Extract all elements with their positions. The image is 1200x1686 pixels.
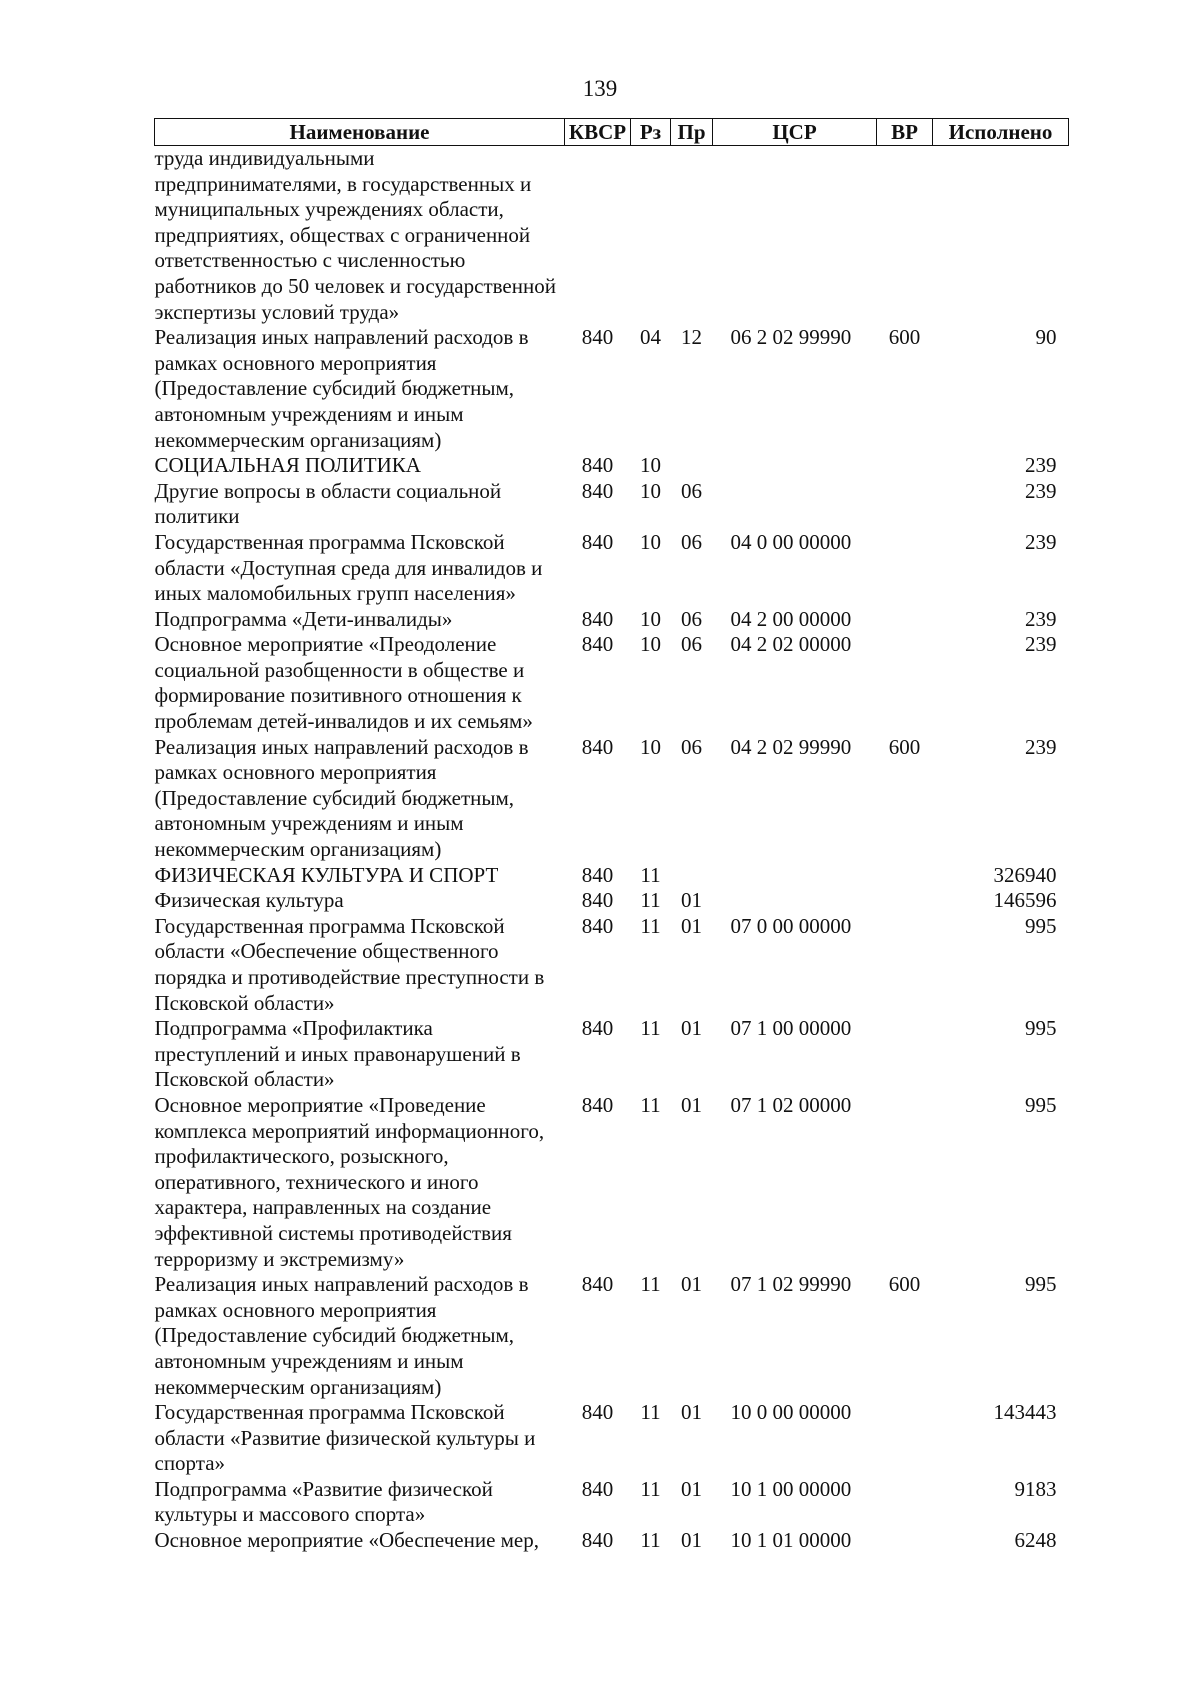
cell-sum: 995 [1025, 1272, 1057, 1297]
cell-vr: 600 [888, 734, 921, 759]
cell-name: Подпрограмма «Развитие физической культуры и массового спорта» [154, 1476, 493, 1527]
cell-vr [877, 1477, 933, 1528]
table-row [155, 453, 1069, 479]
cell-csr: 07 1 02 99990 [730, 1272, 852, 1297]
cell-rz: 10 [640, 453, 661, 478]
table-row [155, 1528, 1069, 1554]
table-row [155, 1016, 1069, 1093]
cell-vr [877, 479, 933, 530]
cell-rz: 11 [640, 1528, 661, 1553]
cell-name: Государственная программа Псковской области «Развитие физической культуры и спорта» [154, 1400, 536, 1476]
cell-pr: 06 [681, 478, 702, 503]
cell-pr: 01 [681, 1400, 702, 1425]
cell-csr [713, 863, 877, 889]
cell-vr [877, 1093, 933, 1272]
cell-pr: 12 [681, 325, 702, 350]
cell-vr [877, 453, 933, 479]
cell-kvsr: 840 [581, 1092, 614, 1117]
cell-sum: 239 [1025, 632, 1057, 657]
cell-vr: 600 [888, 325, 921, 350]
cell-kvsr: 840 [581, 529, 614, 554]
table-row [155, 863, 1069, 889]
table-row [155, 1093, 1069, 1272]
cell-csr [713, 888, 877, 914]
cell-sum: 239 [1025, 453, 1057, 478]
cell-csr: 04 2 02 99990 [730, 734, 852, 759]
cell-sum [933, 146, 1069, 326]
cell-vr: 600 [888, 1272, 921, 1297]
cell-vr [877, 632, 933, 734]
cell-sum: 239 [1025, 478, 1057, 503]
cell-kvsr: 840 [581, 734, 614, 759]
cell-rz: 11 [640, 888, 661, 913]
cell-csr: 06 2 02 99990 [730, 325, 852, 350]
cell-csr: 10 1 00 00000 [730, 1476, 852, 1501]
cell-vr [877, 1528, 933, 1554]
cell-kvsr: 840 [581, 606, 614, 631]
table-row [155, 1272, 1069, 1400]
cell-vr [877, 863, 933, 889]
cell-rz: 10 [640, 734, 661, 759]
header-name: Наименование [155, 119, 565, 146]
cell-sum: 326940 [993, 862, 1057, 887]
table-body [155, 146, 1069, 1554]
cell-pr: 01 [681, 1272, 702, 1297]
header-rz: Рз [631, 119, 671, 146]
cell-pr [671, 863, 713, 889]
cell-sum: 9183 [1014, 1476, 1057, 1501]
cell-pr: 01 [681, 888, 702, 913]
cell-sum: 146596 [993, 888, 1057, 913]
cell-kvsr: 840 [581, 862, 614, 887]
cell-kvsr [565, 146, 631, 326]
table-row [155, 1477, 1069, 1528]
cell-rz: 11 [640, 1016, 661, 1041]
table-row [155, 607, 1069, 633]
cell-name: Реализация иных направлений расходов в рамках основного мероприятия (Предоставление субсидий бюджетным, автономным учреждениям и иным некоммерческим организациям) [154, 1272, 529, 1399]
cell-rz: 11 [640, 1272, 661, 1297]
cell-name: Государственная программа Псковской области «Доступная среда для инвалидов и иных маломобильных групп населения» [154, 529, 543, 606]
cell-pr: 06 [681, 529, 702, 554]
cell-csr: 04 0 00 00000 [730, 529, 852, 554]
cell-rz: 11 [640, 913, 661, 938]
cell-kvsr: 840 [581, 1272, 614, 1297]
cell-name: Государственная программа Псковской области «Обеспечение общественного порядка и противодействие преступности в Псковской области» [154, 913, 545, 1015]
cell-pr [671, 453, 713, 479]
cell-kvsr: 840 [581, 632, 614, 657]
cell-name: Основное мероприятие «Обеспечение мер, [154, 1528, 540, 1553]
cell-sum: 995 [1025, 1016, 1057, 1041]
cell-name: Реализация иных направлений расходов в рамках основного мероприятия (Предоставление субсидий бюджетным, автономным учреждениям и иным некоммерческим организациям) [154, 325, 529, 452]
cell-pr [671, 146, 713, 326]
cell-kvsr: 840 [581, 478, 614, 503]
cell-vr [877, 1016, 933, 1093]
budget-table [154, 118, 1069, 1554]
cell-sum: 239 [1025, 529, 1057, 554]
header-kvsr: КВСР [565, 119, 631, 146]
table-header-row [155, 119, 1069, 146]
cell-vr [877, 1400, 933, 1477]
cell-name: Другие вопросы в области социальной политики [154, 478, 502, 529]
header-vr: ВР [877, 119, 933, 146]
cell-rz: 04 [640, 325, 661, 350]
table-row [155, 479, 1069, 530]
cell-csr [713, 479, 877, 530]
cell-name: Реализация иных направлений расходов в рамках основного мероприятия (Предоставление субсидий бюджетным, автономным учреждениям и иным некоммерческим организациям) [154, 734, 529, 862]
cell-sum: 239 [1025, 734, 1057, 759]
cell-vr [877, 888, 933, 914]
header-csr: ЦСР [713, 119, 877, 146]
cell-rz: 10 [640, 529, 661, 554]
cell-csr: 07 0 00 00000 [730, 913, 852, 938]
cell-pr: 01 [681, 1092, 702, 1117]
cell-kvsr: 840 [581, 453, 614, 478]
cell-sum: 239 [1025, 606, 1057, 631]
cell-rz: 10 [640, 606, 661, 631]
cell-pr: 01 [681, 1476, 702, 1501]
table-row [155, 735, 1069, 863]
cell-rz: 11 [640, 862, 661, 887]
cell-kvsr: 840 [581, 1016, 614, 1041]
header-sum: Исполнено [933, 119, 1069, 146]
cell-vr [877, 607, 933, 633]
cell-csr: 04 2 00 00000 [730, 606, 852, 631]
page-number: 139 [582, 76, 618, 101]
cell-csr [713, 146, 877, 326]
table-row [155, 914, 1069, 1016]
cell-kvsr: 840 [581, 1400, 614, 1425]
cell-pr: 06 [681, 632, 702, 657]
cell-vr [877, 914, 933, 1016]
cell-pr: 06 [681, 734, 702, 759]
cell-rz: 11 [640, 1476, 661, 1501]
cell-name: СОЦИАЛЬНАЯ ПОЛИТИКА [154, 453, 421, 478]
cell-rz: 11 [640, 1092, 661, 1117]
cell-kvsr: 840 [581, 1476, 614, 1501]
cell-csr: 10 0 00 00000 [730, 1400, 852, 1425]
cell-sum: 143443 [993, 1400, 1057, 1425]
cell-vr [877, 146, 933, 326]
cell-pr: 01 [681, 1528, 702, 1553]
table-row [155, 146, 1069, 326]
cell-kvsr: 840 [581, 1528, 614, 1553]
cell-vr [877, 530, 933, 607]
table-row [155, 888, 1069, 914]
header-pr: Пр [671, 119, 713, 146]
cell-name: ФИЗИЧЕСКАЯ КУЛЬТУРА И СПОРТ [154, 862, 499, 887]
cell-rz: 10 [640, 478, 661, 503]
cell-sum: 6248 [1014, 1528, 1057, 1553]
table-row [155, 530, 1069, 607]
cell-rz: 11 [640, 1400, 661, 1425]
cell-name: Физическая культура [154, 888, 344, 913]
cell-pr: 01 [681, 1016, 702, 1041]
cell-csr: 07 1 00 00000 [730, 1016, 852, 1041]
cell-csr: 04 2 02 00000 [730, 632, 852, 657]
cell-name: труда индивидуальными предпринимателями, в государственных и муниципальных учреждениях области, предприятиях, обществах с ограниченной ответственностью с численностью работников до 50 человек и государственной экспертизы условий труда» [154, 146, 556, 324]
cell-csr [713, 453, 877, 479]
cell-kvsr: 840 [581, 888, 614, 913]
cell-sum: 995 [1025, 1092, 1057, 1117]
cell-kvsr: 840 [581, 913, 614, 938]
cell-name: Подпрограмма «Профилактика преступлений и иных правонарушений в Псковской области» [154, 1016, 521, 1092]
cell-rz: 10 [640, 632, 661, 657]
cell-name: Основное мероприятие «Преодоление социальной разобщенности в обществе и формирование позитивного отношения к проблемам детей-инвалидов и их семьям» [154, 632, 533, 734]
cell-name: Подпрограмма «Дети-инвалиды» [154, 606, 453, 631]
cell-csr: 07 1 02 00000 [730, 1092, 852, 1117]
cell-sum: 90 [1035, 325, 1057, 350]
cell-kvsr: 840 [581, 325, 614, 350]
table-row [155, 632, 1069, 734]
table-row [155, 1400, 1069, 1477]
cell-rz [631, 146, 671, 326]
cell-pr: 01 [681, 913, 702, 938]
cell-name: Основное мероприятие «Проведение комплекса мероприятий информационного, профилактического, розыскного, оперативного, технического и иного характера, направленных на создание эффективной системы противодействия терроризму и экстремизму» [154, 1092, 545, 1271]
cell-csr: 10 1 01 00000 [730, 1528, 852, 1553]
cell-pr: 06 [681, 606, 702, 631]
table-row [155, 325, 1069, 453]
cell-sum: 995 [1025, 913, 1057, 938]
